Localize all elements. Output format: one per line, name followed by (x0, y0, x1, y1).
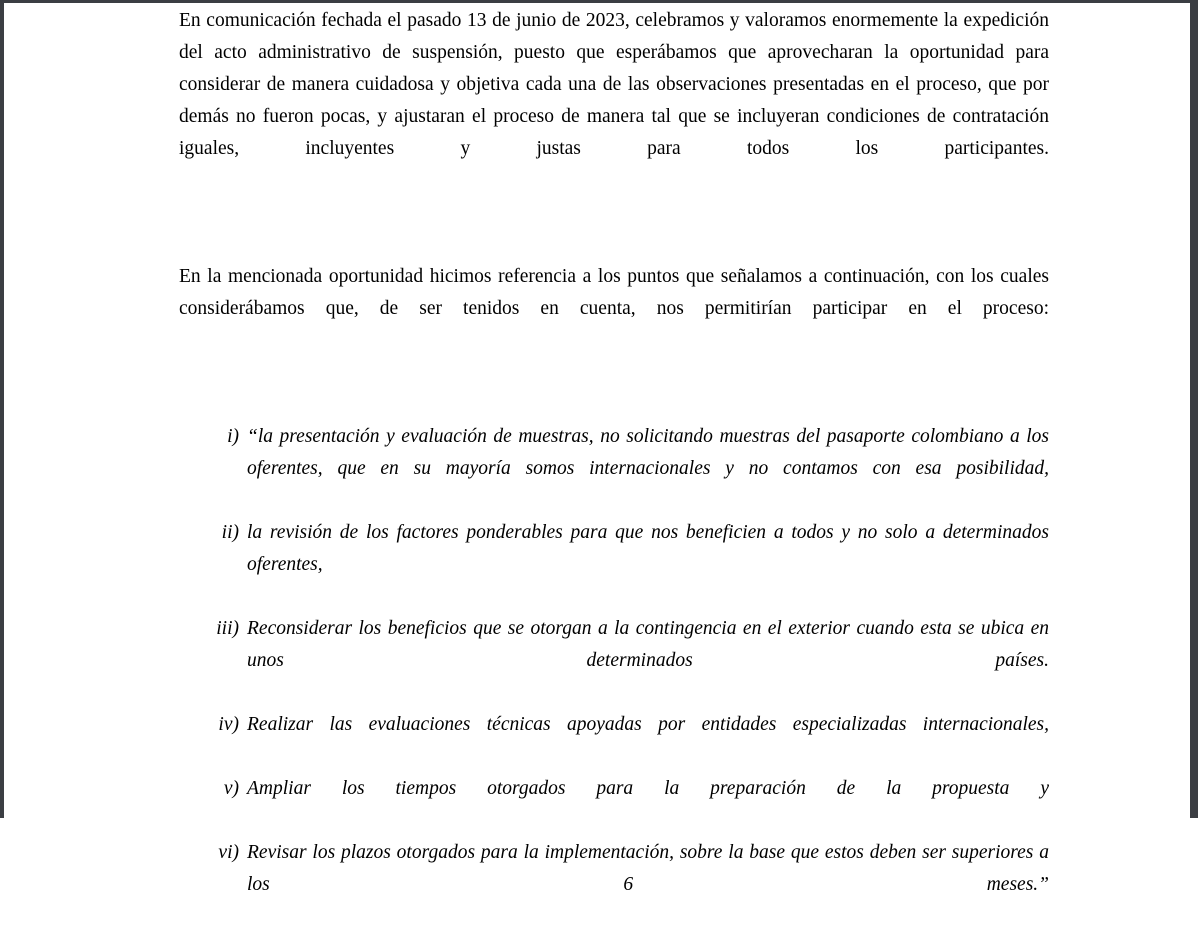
paragraph-spacer-1 (179, 197, 1049, 261)
list-item-text: Reconsiderar los beneficios que se otorgan a la contingencia en el exterior cuando esta se ubica en unos determinados países. (247, 618, 1049, 671)
paragraph-1: En comunicación fechada el pasado 13 de junio de 2023, celebramos y valoramos enormemente la expedición del acto administrativo de suspensión, puesto que esperábamos que aprovecharan la oportunidad para considerar de manera cuidadosa y objetiva cada una de las observaciones presentadas en el proceso, que por demás no fueron pocas, y ajustaran el proceso de manera tal que se incluyeran condiciones de contratación iguales, incluyentes y justas para todos los participantes. (179, 10, 1049, 159)
list-item-text: Realizar las evaluaciones técnicas apoyadas por entidades especializadas internacionales, (247, 714, 1049, 735)
list-item (179, 613, 1049, 709)
list-item (179, 773, 1049, 837)
roman-numeral-list (179, 421, 1049, 933)
document-text-body (179, 5, 1049, 933)
window-chrome-top (0, 0, 1198, 3)
window-chrome-left (0, 0, 4, 818)
list-item-marker: vi) (218, 842, 239, 863)
list-item-text: Ampliar los tiempos otorgados para la preparación de la propuesta y (247, 778, 1049, 799)
list-spacer (179, 357, 1049, 421)
window-chrome-right[interactable] (1190, 0, 1198, 818)
list-item (179, 517, 1049, 613)
list-item (179, 837, 1049, 933)
list-item-marker: v) (223, 778, 239, 799)
list-item-text: “la presentación y evaluación de muestras, no solicitando muestras del pasaporte colombiano a los oferentes, que en su mayoría somos internacionales y no contamos con esa posibilidad, (247, 426, 1049, 479)
document-sheet (4, 3, 1190, 895)
paragraph-2: En la mencionada oportunidad hicimos referencia a los puntos que señalamos a continuación, con los cuales considerábamos que, de ser tenidos en cuenta, nos permitirían participar en el proceso: (179, 266, 1049, 319)
list-item (179, 421, 1049, 517)
list-item-marker: ii) (221, 522, 239, 543)
list-item (179, 709, 1049, 773)
list-item-text: Revisar los plazos otorgados para la implementación, sobre la base que estos deben ser superiores a los 6 meses.” (247, 842, 1049, 895)
list-item-marker: iii) (216, 618, 239, 639)
list-item-marker: iv) (218, 714, 239, 735)
list-item-marker: i) (227, 426, 239, 447)
list-item-text: la revisión de los factores ponderables para que nos beneficien a todos y no solo a determinados oferentes, (247, 522, 1049, 575)
